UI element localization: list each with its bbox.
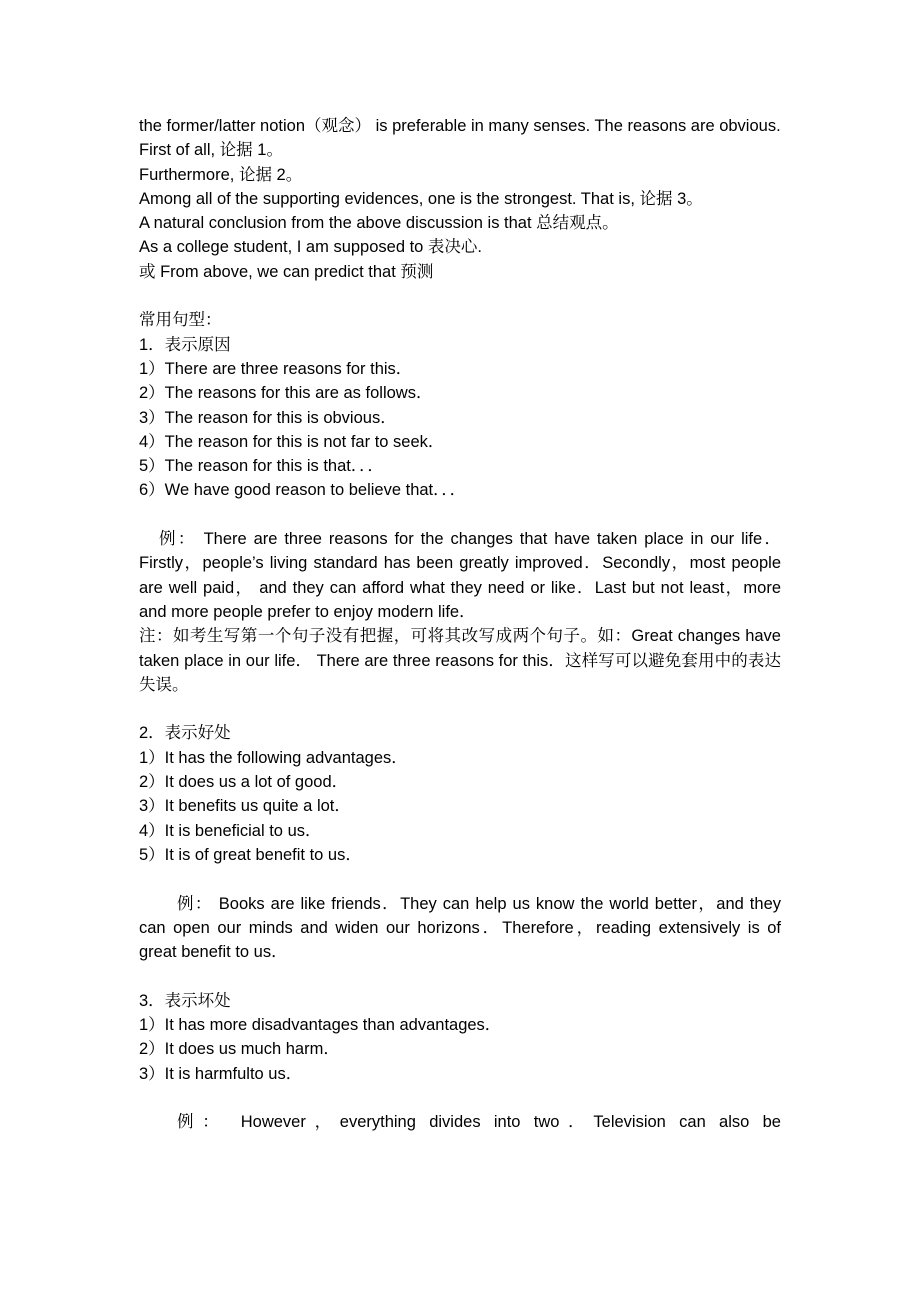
conclusion-line: A natural conclusion from the above discussion is that 总结观点。: [139, 214, 619, 233]
example-paragraph-harms: 例： However，everything divides into two．Television can also be: [177, 1113, 781, 1132]
first-of-all-line: First of all, 论据 1。: [139, 141, 283, 160]
list-item: 5）It is of great benefit to us．: [139, 845, 362, 864]
spacer: [139, 1086, 781, 1110]
spacer: [139, 503, 781, 527]
list-item: 3）It is harmfulto us．: [139, 1064, 303, 1083]
example-paragraph-benefits: 例： Books are like friends．They can help us know the world better，and they can open our minds and widen our horizons．Therefore，reading extensively is of great benefit to us．: [139, 894, 781, 962]
list-item: 1）It has more disadvantages than advantages．: [139, 1015, 502, 1034]
list-item: 1）It has the following advantages．: [139, 748, 408, 767]
section-heading-harms: 3．表示坏处: [139, 991, 231, 1010]
list-item: 4）The reason for this is not far to seek．: [139, 432, 445, 451]
list-item: 2）It does us a lot of good．: [139, 773, 349, 792]
list-item: 4）It is beneficial to us．: [139, 821, 322, 840]
list-item: 1）There are three reasons for this．: [139, 359, 413, 378]
prediction-line: 或 From above, we can predict that 预测: [139, 262, 434, 281]
patterns-heading: 常用句型：: [139, 310, 222, 330]
list-item: 6）We have good reason to believe that．．．: [139, 481, 467, 500]
section-heading-benefits: 2．表示好处: [139, 724, 231, 743]
list-item: 3）It benefits us quite a lot．: [139, 797, 351, 816]
college-student-line: As a college student, I am supposed to 表决心.: [139, 238, 483, 257]
list-item: 2）It does us much harm．: [139, 1040, 340, 1059]
document-page: [139, 114, 781, 1134]
spacer: [139, 867, 781, 891]
furthermore-line: Furthermore, 论据 2。: [139, 165, 303, 184]
spacer: [139, 284, 781, 308]
list-item: 3）The reason for this is obvious．: [139, 408, 397, 427]
example-paragraph-reasons: 例： There are three reasons for the changes that have taken place in our life．Firstly，people’s living standard has been greatly improved．Secondly，most people are well paid， and they can afford what they need or like．Last but not least，more and more people prefer to enjoy modern life．: [139, 530, 781, 621]
spacer: [139, 697, 781, 721]
note-paragraph: 注：如考生写第一个句子没有把握，可将其改写成两个句子。如：Great changes have taken place in our life． There are three reasons for this．这样写可以避免套用中的表达失误。: [139, 627, 781, 694]
spacer: [139, 964, 781, 988]
strongest-evidence-line: Among all of the supporting evidences, one is the strongest. That is, 论据 3。: [139, 189, 703, 208]
opening-line: the former/latter notion（观念） is preferable in many senses. The reasons are obvious.: [139, 117, 781, 135]
list-item: 5）The reason for this is that．．．: [139, 457, 384, 476]
section-heading-reasons: 1．表示原因: [139, 335, 231, 354]
list-item: 2）The reasons for this are as follows．: [139, 384, 433, 403]
